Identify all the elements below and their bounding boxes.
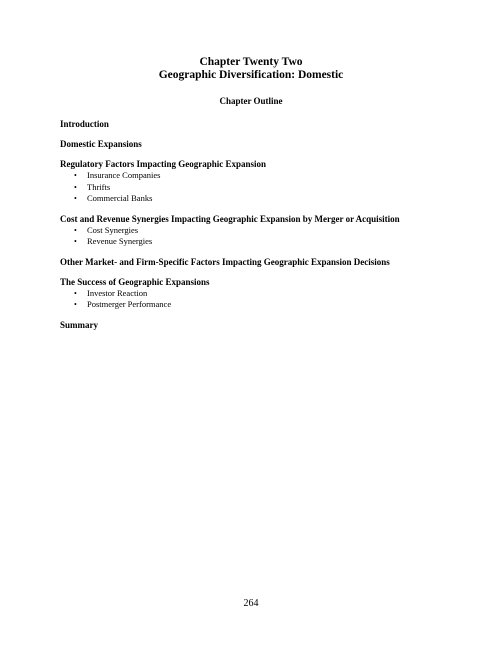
outline-section-other-factors [60, 257, 460, 268]
list-item [74, 236, 460, 248]
outline-section-cost-revenue-synergies [60, 214, 460, 248]
section-heading: Summary [60, 319, 98, 330]
list-item [74, 193, 460, 205]
bullet-list [60, 225, 460, 248]
list-item [74, 182, 460, 194]
outline-section-success [60, 277, 460, 311]
chapter-subject-title: Geographic Diversification: Domestic [158, 69, 344, 81]
section-heading: Regulatory Factors Impacting Geographic Expansion [60, 159, 266, 169]
list-item [74, 288, 460, 300]
outline-section-domestic-expansions [60, 139, 460, 150]
bullet-icon: • [74, 171, 77, 180]
list-item-label: Cost Synergies [87, 224, 139, 235]
section-heading: Introduction [60, 119, 109, 129]
bullet-icon: • [74, 288, 77, 298]
bullet-icon: • [74, 182, 77, 192]
chapter-number-title: Chapter Twenty Two [199, 56, 303, 68]
bullet-icon: • [74, 237, 77, 246]
section-heading: The Success of Geographic Expansions [60, 276, 210, 287]
section-heading: Other Market- and Firm-Specific Factors Impacting Geographic Expansion Decisions [60, 256, 390, 267]
list-item-label: Insurance Companies [87, 170, 161, 180]
outline-section-regulatory-factors [60, 159, 460, 205]
list-item-label: Thrifts [87, 181, 111, 192]
list-item [74, 225, 460, 237]
list-item-label: Postmerger Performance [87, 299, 172, 309]
outline-label: Chapter Outline [219, 96, 283, 106]
outline-section-summary [60, 320, 460, 331]
bullet-list [60, 170, 460, 205]
list-item-label: Investor Reaction [87, 287, 148, 298]
bullet-list [60, 288, 460, 311]
outline-section-introduction [60, 119, 460, 130]
page-number: 264 [243, 598, 259, 609]
chapter-title [0, 56, 502, 82]
list-item [74, 170, 460, 182]
list-item [74, 299, 460, 311]
bullet-icon: • [74, 225, 77, 235]
bullet-icon: • [74, 194, 77, 203]
section-heading: Domestic Expansions [60, 139, 142, 149]
list-item-label: Revenue Synergies [87, 236, 153, 246]
section-heading: Cost and Revenue Synergies Impacting Geographic Expansion by Merger or Acquisition [60, 213, 400, 224]
bullet-icon: • [74, 300, 77, 309]
outline-content [60, 119, 460, 340]
list-item-label: Commercial Banks [87, 193, 153, 203]
